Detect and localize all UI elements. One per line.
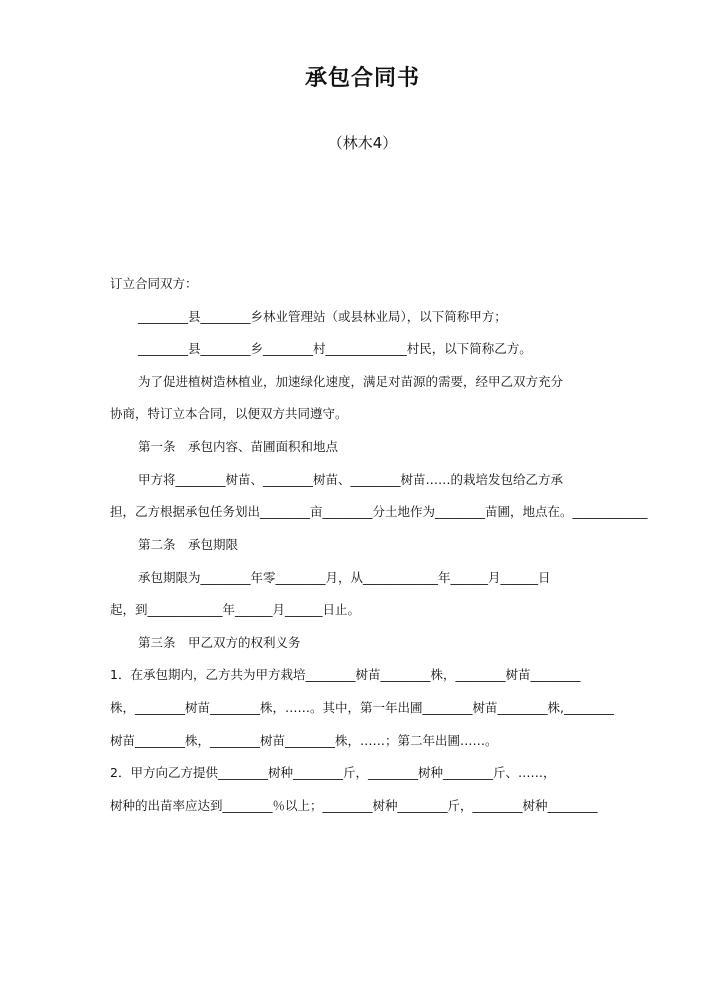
text-line: 承包期限为________年零________月，从____________年______月______日: [138, 570, 551, 585]
text-line: ________县________乡林业管理站（或县林业局），以下简称甲方；: [138, 309, 507, 324]
document-subtitle: （林木4）: [327, 134, 398, 152]
text-line: 协商，特订立本合同，以便双方共同遵守。: [110, 406, 348, 421]
text-line: 订立合同双方：: [110, 276, 198, 291]
text-line: 树种的出苗率应达到________％以上；________树种________斤，________树种________: [110, 798, 598, 813]
text-line: 树苗________株，________树苗________株，……；第二年出圃……。: [110, 733, 498, 748]
text-line: 起，到____________年______月______日止。: [110, 602, 361, 617]
section-heading: 第二条 承包期限: [138, 537, 239, 552]
document-title: 承包合同书: [304, 66, 420, 91]
text-line: 2．甲方向乙方提供________树种________斤，________树种________斤、……，: [110, 765, 556, 780]
section-heading: 第三条 甲乙双方的权利义务: [138, 635, 301, 650]
text-line: 1．在承包期内，乙方共为甲方栽培________树苗________株，________树苗________: [110, 667, 581, 682]
text-line: 为了促进植树造林植业，加速绿化速度，满足对苗源的需要，经甲乙双方充分: [138, 374, 564, 389]
text-line: 甲方将________树苗、________树苗、________树苗……的栽培发包给乙方承: [138, 472, 564, 487]
text-line: ________县________乡________村_____________村民，以下简称乙方。: [138, 341, 532, 356]
section-heading: 第一条 承包内容、苗圃面积和地点: [138, 439, 339, 454]
text-line: 株，________树苗________株，……。其中，第一年出圃________树苗________株,________: [110, 700, 614, 715]
text-line: 担，乙方根据承包任务划出________亩________分土地作为________苗圃，地点在。____________: [110, 504, 648, 519]
